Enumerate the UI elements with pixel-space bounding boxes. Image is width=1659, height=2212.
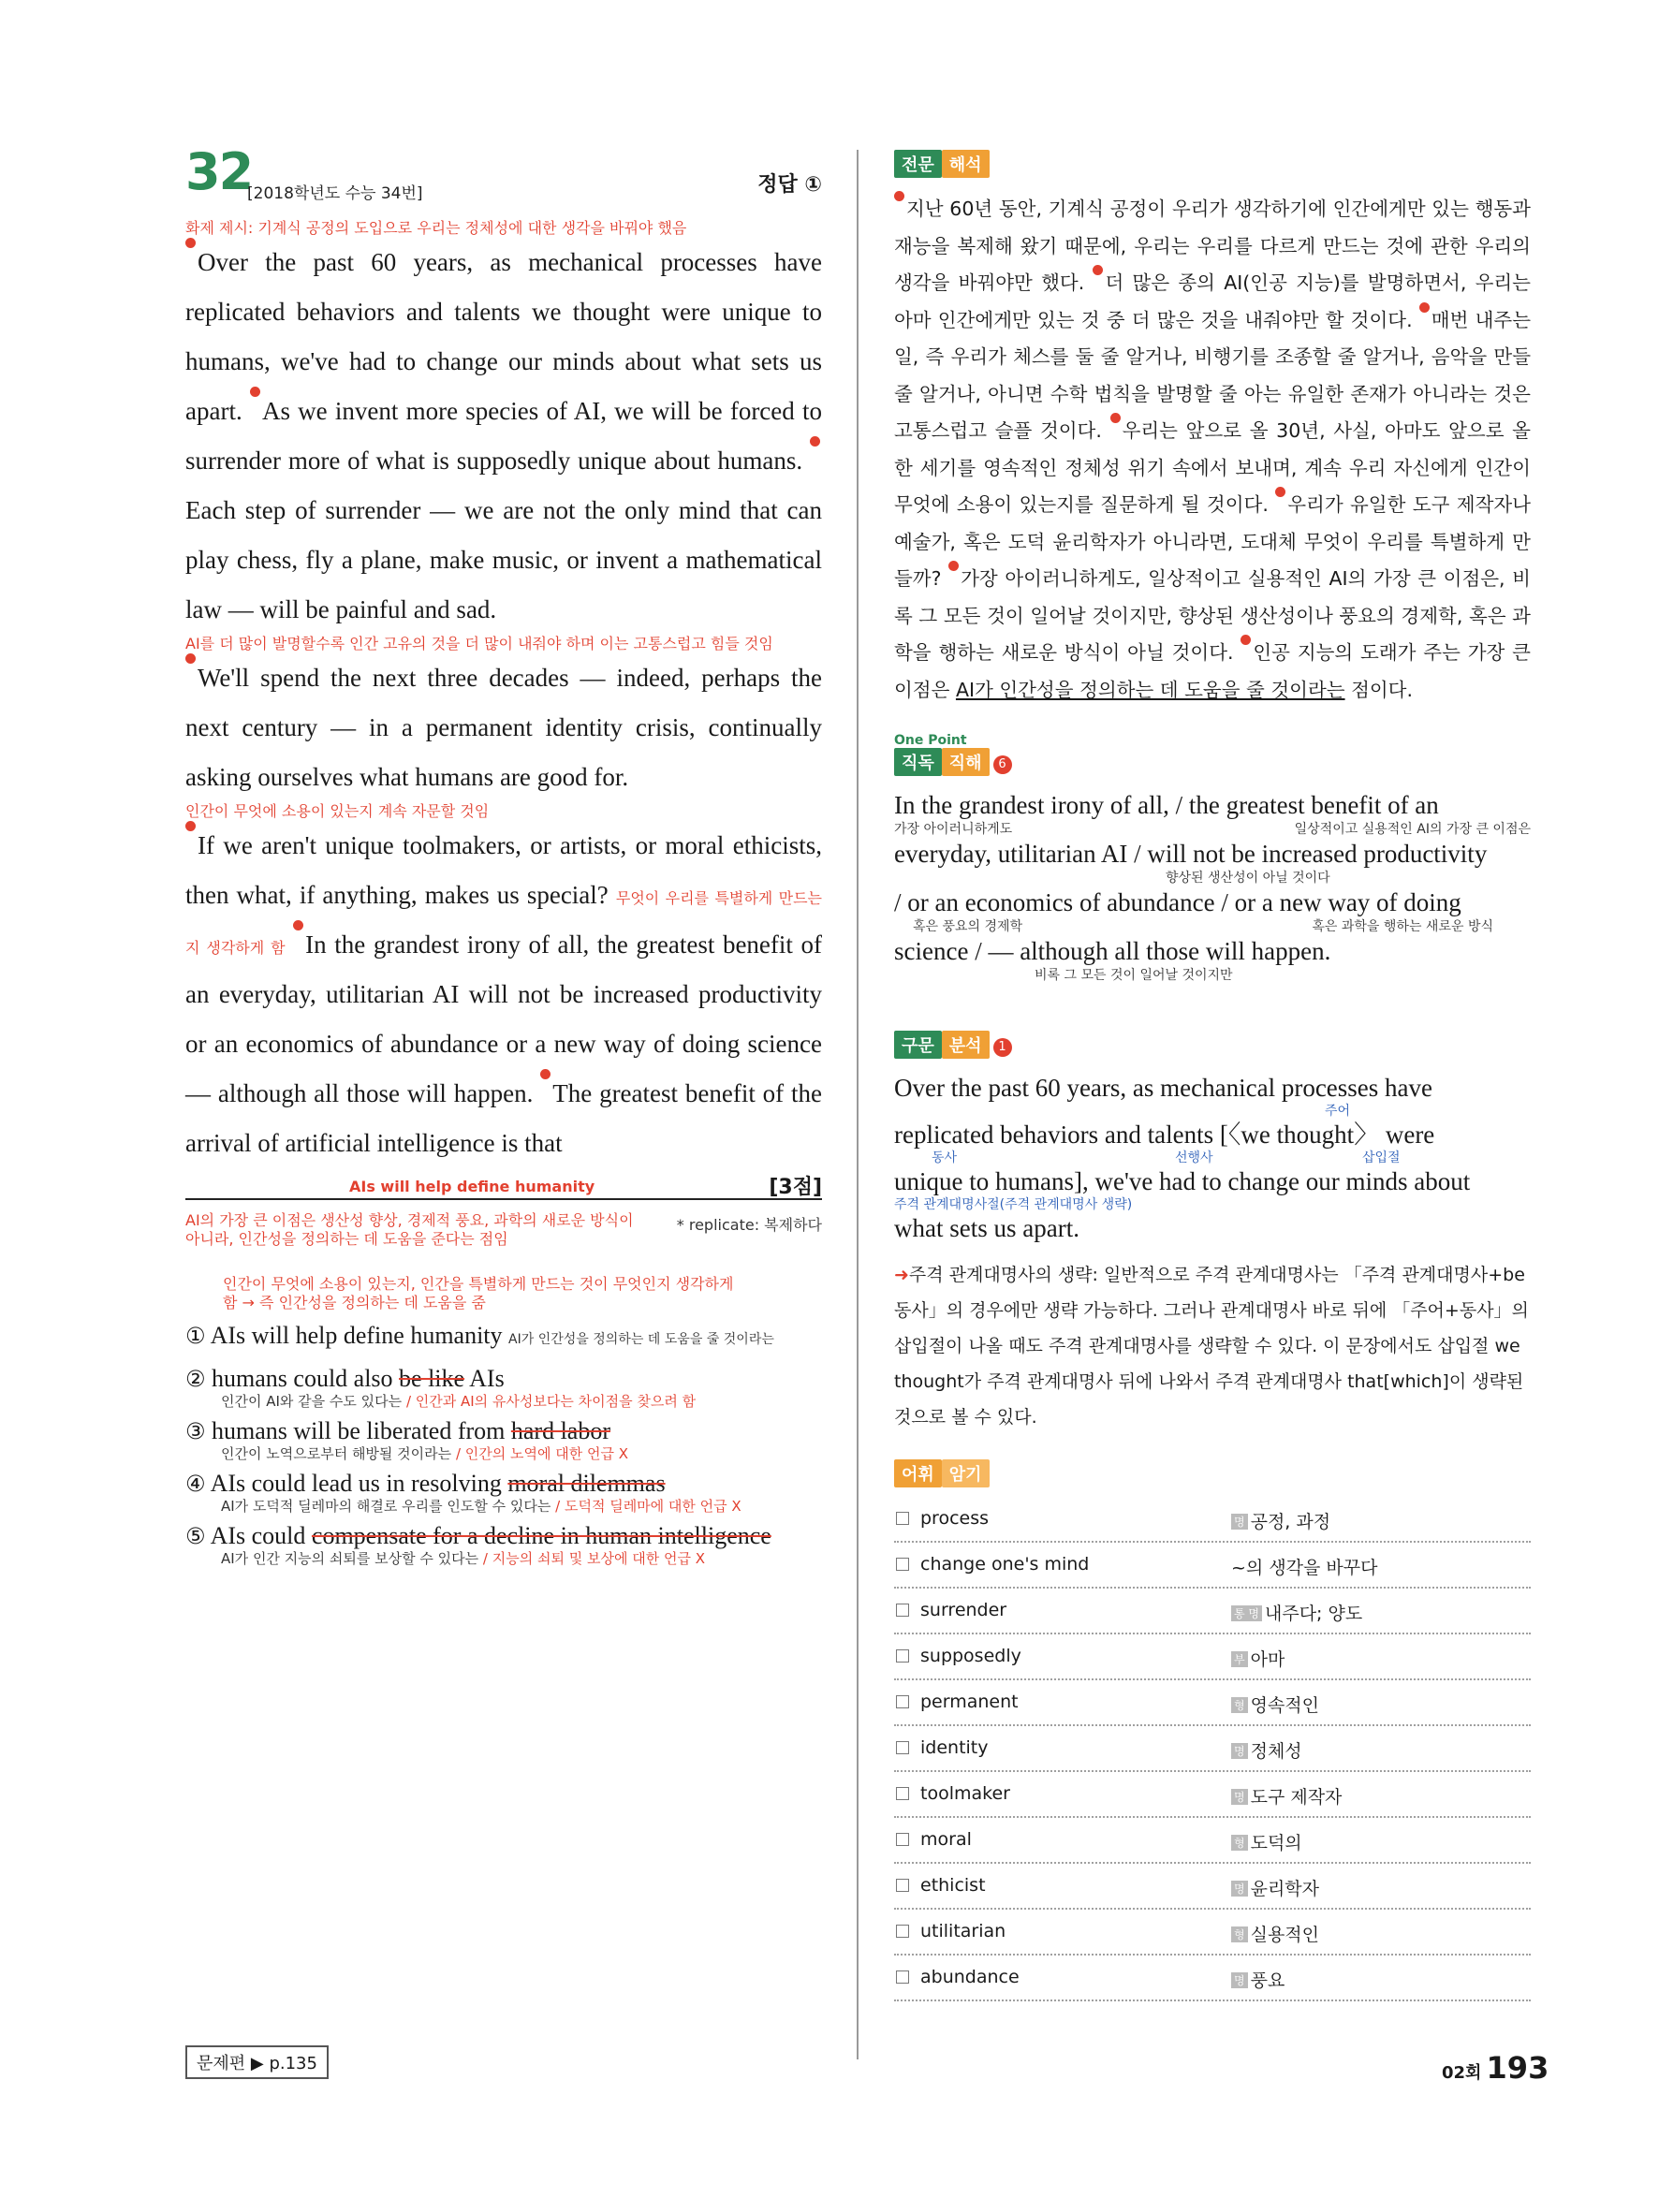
sentence-dot-icon — [250, 387, 260, 397]
checkbox-icon[interactable] — [896, 1833, 909, 1846]
sentence-dot-icon — [948, 561, 959, 571]
onepoint-lines: In the grandest irony of all, / the greatest benefit of an 가장 아이러니하게도 일상적이고 실용적인 AI의 가장 큰 이점은 everyday, utilitarian AI / will not be increased productivity 향상된 생산성이 아닐 것이다 / or an economics of abundance / or a new way of doing 혹은 풍요의 경제학 혹은 과학을 행하는 새로운 방식 science / — although all those will happen. 비록 그 모든 것이 일어날 것이지만 — [894, 791, 1531, 983]
vocab-item: surrender 통 명 내주다; 양도 — [894, 1589, 1531, 1634]
vocab-item: permanent 형 영속적인 — [894, 1680, 1531, 1726]
vocab-item: utilitarian 형 실용적인 — [894, 1910, 1531, 1956]
question-source: [2018학년도 수능 34번] — [247, 184, 423, 203]
sentence-7: The greatest benefit of the arrival of artificial intelligence is that — [185, 1079, 822, 1157]
answer-blank — [185, 1168, 822, 1200]
sentence-dot-icon — [810, 436, 820, 447]
question-header — [185, 142, 822, 206]
checkbox-icon[interactable] — [896, 1925, 909, 1938]
sentence-2: As we invent more species of AI, we will be forced to surrender more of what is supposedly unique about humans. — [185, 397, 822, 475]
sentence-1: Over the past 60 years, as mechanical processes have replicated behaviors and talents we thought were unique to humans, we've had to change our minds about what sets us apart. — [185, 248, 822, 425]
sentence-4: We'll spend the next three decades — indeed, perhaps the next century — in a permanent identity crisis, continually asking ourselves what humans are good for. — [185, 664, 822, 791]
sentence-dot-icon — [1093, 265, 1103, 275]
checkbox-icon[interactable] — [896, 1741, 909, 1754]
vocab-item: ethicist 명 윤리학자 — [894, 1864, 1531, 1910]
choices-list — [185, 1322, 822, 1567]
explanation-column — [894, 150, 1531, 2001]
onepoint-number: 6 — [993, 755, 1012, 774]
sentence-dot-icon — [293, 920, 303, 930]
vocab-item: moral 형 도덕의 — [894, 1818, 1531, 1864]
sentence-dot-icon — [894, 191, 904, 201]
choice-3[interactable]: ③ humans will be liberated from hard labor 인간이 노역으로부터 해방될 것이라는 / 인간의 노역에 대한 언급 X — [185, 1417, 629, 1462]
vocab-list — [894, 1497, 1531, 2001]
annotation-choice-note: 인간이 무엇에 소용이 있는지, 인간을 특별하게 만드는 것이 무엇인지 생각하게 함 → 즉 인간성을 정의하는 데 도움을 줌 — [223, 1275, 734, 1311]
answer-label: 정답 ① — [757, 173, 822, 197]
annotation-blank-note: AI의 가장 큰 이점은 생산성 향상, 경제적 풍요, 과학의 새로운 방식이 아니라, 인간성을 정의하는 데 도움을 준다는 점임 — [185, 1211, 634, 1248]
annotation-what-special: 무엇이 우리를 특별하게 만드는지 생각하게 함 — [185, 889, 823, 957]
annotation-topic: 화제 제시: 기계식 공정의 도입으로 우리는 정체성에 대한 생각을 바꿔야 했음 — [185, 219, 687, 237]
question-column — [185, 142, 823, 1567]
annotation-keep-asking: 인간이 무엇에 소용이 있는지 계속 자문할 것임 — [185, 802, 490, 820]
vocab-item: supposedly 부 아마 — [894, 1634, 1531, 1680]
checkbox-icon[interactable] — [896, 1695, 909, 1708]
vocab-item: abundance 명 풍요 — [894, 1956, 1531, 2001]
choice-5[interactable]: ⑤ AIs could compensate for a decline in human intelligence AI가 인간 지능의 쇠퇴를 보상할 수 있다는 / 지능의 쇠퇴 및 보상에 대한 언급 X — [185, 1522, 771, 1567]
footnote-replicate: * replicate: 복제하다 — [676, 1216, 822, 1234]
sentence-dot-icon — [1241, 635, 1251, 645]
column-divider — [857, 150, 859, 2059]
checkbox-icon[interactable] — [896, 1970, 909, 1984]
onepoint-section — [894, 733, 1531, 984]
question-number: 32 — [185, 142, 253, 201]
checkbox-icon[interactable] — [896, 1787, 909, 1800]
translation-text: 지난 60년 동안, 기계식 공정이 우리가 생각하기에 인간에게만 있는 행동과 재능을 복제해 왔기 때문에, 우리는 우리를 다르게 만드는 것에 관한 우리의 생각을 바꿔야만 했다. 더 많은 종의 AI(인공 지능)를 발명하면서, 우리는 아마 인간에게만 있는 것 중 더 많은 것을 내줘야만 할 것이다. 매번 내주는 일, 즉 우리가 체스를 둘 줄 알거나, 비행기를 조종할 줄 알거나, 음악을 만들 줄 알거나, 아니면 수학 법칙을 발명할 줄 아는 유일한 존재가 아니라는 것은 고통스럽고 슬플 것이다. 우리는 앞으로 올 30년, 사실, 아마도 앞으로 올 한 세기를 영속적인 정체성 위기 속에서 보내며, 계속 우리 자신에게 인간이 무엇에 소용이 있는지를 질문하게 될 것이다. 우리가 유일한 도구 제작자나 예술가, 혹은 도덕 윤리학자가 아니라면, 도대체 무엇이 우리를 특별하게 만들까? 가장 아이러니하게도, 일상적이고 실용적인 AI의 가장 큰 이점은, 비록 그 모든 것이 일어날 것이지만, 향상된 생산성이나 풍요의 경제학, 혹은 과학을 행하는 새로운 방식이 아닐 것이다. 인공 지능의 도래가 주는 가장 큰 이점은 AI가 인간성을 정의하는 데 도움을 줄 것이라는 점이다. — [894, 191, 1531, 709]
vocab-item: toolmaker 명 도구 제작자 — [894, 1772, 1531, 1818]
checkbox-icon[interactable] — [896, 1512, 909, 1525]
sentence-dot-icon — [185, 821, 196, 831]
passage — [185, 238, 822, 1200]
onepoint-label: One Point — [894, 733, 967, 748]
vocab-tag: 어휘 암기 — [894, 1459, 1531, 1487]
sentence-3: Each step of surrender — we are not the only mind that can play chess, fly a plane, make music, or invent a mathematical law — will be painful and sad. — [185, 496, 822, 623]
choice-1[interactable]: ① AIs will help define humanity AI가 인간성을 정의하는 데 도움을 줄 것이라는 — [185, 1322, 774, 1349]
page-number: 02회 193 — [1442, 2050, 1549, 2086]
sentence-6: In the grandest irony of all, the greatest benefit of an everyday, utilitarian AI will not be increased productivity or an economics of abundance or a new way of doing science — although all those will happen. — [185, 930, 822, 1107]
annotation-ai-more: AI를 더 많이 발명할수록 인간 고유의 것을 더 많이 내줘야 하며 이는 고통스럽고 힘들 것임 — [185, 635, 773, 652]
checkbox-icon[interactable] — [896, 1604, 909, 1617]
translation-tag: 전문 해석 — [894, 150, 1531, 178]
sentence-dot-icon — [1110, 413, 1121, 423]
onepoint-tag: 직독 직해 6 — [894, 748, 1531, 776]
problem-page-link[interactable]: 문제편 ▶ p.135 — [185, 2045, 329, 2079]
sentence-dot-icon — [1419, 302, 1430, 313]
checkbox-icon[interactable] — [896, 1558, 909, 1571]
syntax-section: 구문 분석 1 Over the past 60 years, as mechanical processes have 주어 replicated behaviors and talents [〈we thought〉 were 동사 선행사 삽입절 unique to humans], we've had to change our minds about 주격 관계대명사절(주격 관계대명사 생략) what sets us apart. ➜주격 관계대명사의 생략: 일반적으로 주격 관계대명사는 「주격 관계대명사+be동사」의 경우에만 생략 가능하다. 그러나 관계대명사 바로 뒤에 「주어+동사」의 삽입절이 나올 때도 주격 관계대명사를 생략할 수 있다. 이 문장에서도 삽입절 we thought가 주격 관계대명사 뒤에 나와서 주격 관계대명사 that[which]이 생략된 것으로 볼 수 있다. — [894, 1031, 1531, 1435]
syntax-note: ➜주격 관계대명사의 생략: 일반적으로 주격 관계대명사는 「주격 관계대명사+be동사」의 경우에만 생략 가능하다. 그러나 관계대명사 바로 뒤에 「주어+동사」의 삽입절이 나올 때도 주격 관계대명사를 생략할 수 있다. 이 문장에서도 삽입절 we thought가 주격 관계대명사 뒤에 나와서 주격 관계대명사 that[which]이 생략된 것으로 볼 수 있다. — [894, 1265, 1529, 1428]
syntax-number: 1 — [993, 1038, 1012, 1057]
checkbox-icon[interactable] — [896, 1649, 909, 1663]
sentence-dot-icon — [540, 1069, 551, 1079]
vocab-item: identity 명 정체성 — [894, 1726, 1531, 1772]
arrow-icon: ➜ — [894, 1265, 909, 1285]
sentence-dot-icon — [1275, 487, 1285, 497]
sentence-dot-icon — [185, 238, 196, 248]
choice-4[interactable]: ④ AIs could lead us in resolving moral dilemmas AI가 도덕적 딜레마의 해결로 우리를 인도할 수 있다는 / 도덕적 딜레마에 대한 언급 X — [185, 1470, 741, 1515]
vocab-item: process 명 공정, 과정 — [894, 1497, 1531, 1543]
checkbox-icon[interactable] — [896, 1879, 909, 1892]
choice-2[interactable]: ② humans could also be like AIs 인간이 AI와 같을 수도 있다는 / 인간과 AI의 유사성보다는 차이점을 찾으려 함 — [185, 1365, 697, 1410]
vocab-section — [894, 1459, 1531, 2001]
blank-answer-annotation: AIs will help define humanity — [349, 1178, 595, 1195]
syntax-tag: 구문 분석 1 — [894, 1031, 1531, 1059]
points-label: [3점] — [769, 1176, 822, 1199]
sentence-5: If we aren't unique toolmakers, or artists, or moral ethicists, then what, if anything, makes us special? — [185, 831, 822, 909]
vocab-item: change one's mind ~의 생각을 바꾸다 — [894, 1543, 1531, 1589]
sentence-dot-icon — [185, 653, 196, 664]
